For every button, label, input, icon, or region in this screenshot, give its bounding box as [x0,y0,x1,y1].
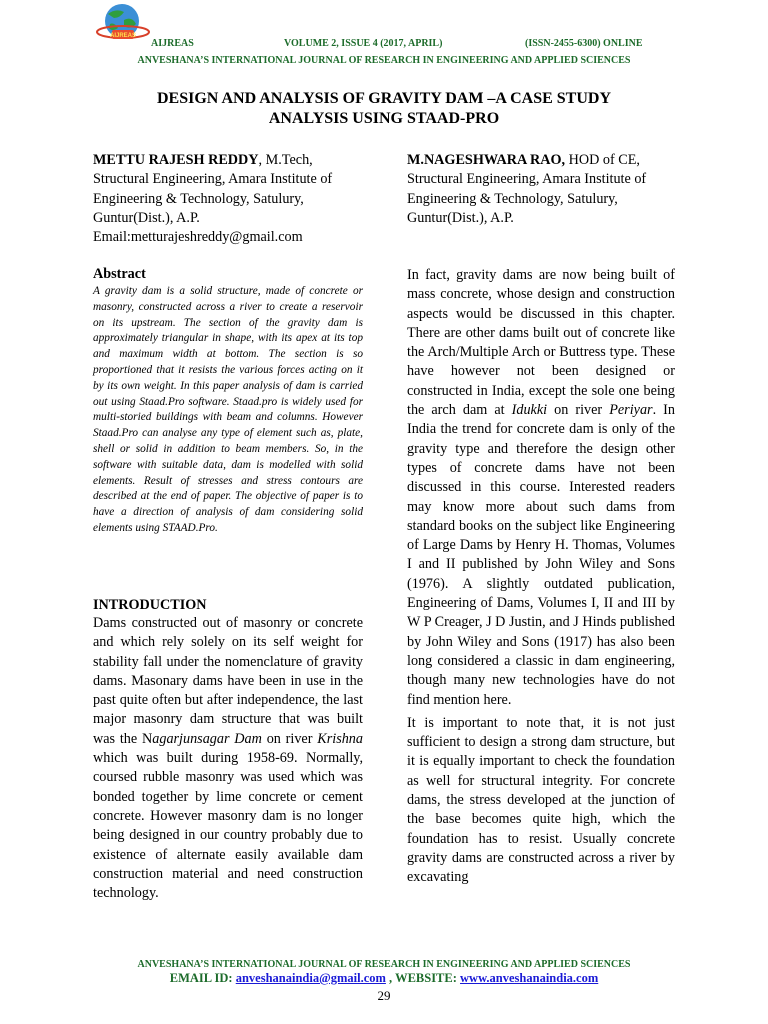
right-text-3: . In India the trend for concrete dam is only of the gravity type and therefore the design other types of concrete dams have not been discussed in this course. Interested readers may know more about such dams from standard books on the subject like Engineering of Large Dams by Henry H. Thomas, Volumes I and II published by John Wiley and Sons (1976). A slightly outdated publication, Engineering of Dams, Volumes I, II and III by W P Creager, J D Justin, and J Hinds published by John Wiley and Sons (1917) has also been long considered a classic in dam engineering, though many new technologies have do not find mention here. [407,402,675,708]
volume-info: VOLUME 2, ISSUE 4 (2017, APRIL) [284,38,443,49]
author-1-email: Email:metturajeshreddy@gmail.com [93,229,303,246]
right-paragraph-1 [407,266,675,710]
journal-full-name: ANVESHANA’S INTERNATIONAL JOURNAL OF RESEARCH IN ENGINEERING AND APPLIED SCIENCES [137,55,631,66]
intro-river-name: Krishna [317,730,363,747]
author-2-name: M.NAGESHWARA RAO, [407,152,566,168]
abstract-heading: Abstract [93,266,146,282]
author-2-block [407,151,697,228]
paper-title [80,89,688,129]
author-1-affiliation: Structural Engineering, Amara Institute of [93,171,333,188]
author-1-block [93,151,363,247]
footer-contact [0,971,768,986]
svg-text:AIJREAS: AIJREAS [109,33,137,39]
introduction-heading: INTRODUCTION [93,597,207,613]
author-2-location: Guntur(Dist.), A.P. [407,209,514,226]
right-river-name: Periyar [609,402,653,419]
introduction-section [93,597,363,903]
introduction-paragraph [93,614,363,903]
issn-info: (ISSN-2455-6300) ONLINE [525,38,643,49]
intro-text-3: which was built during 1958-69. Normally, coursed rubble masonry was used which was bonded together by lime concrete or cement concrete. However masonry dam is no longer being designed in our country probably due to existence of alternate easily available dam construction material and need construction technology. [93,750,363,902]
right-text-1: In fact, gravity dams are now being built of mass concrete, whose design and construction aspects would be discussed in this chapter. There are other dams built out of concrete like the Arch/Multiple Arch or Buttress type. These have however not been designed or constructed in India, except the sole one being the arch dam at [407,267,675,419]
page-number: 29 [377,988,391,1003]
author-2-institute: Engineering & Technology, Satulury, [407,190,618,207]
title-line-2: ANALYSIS USING STAAD-PRO [268,110,500,127]
author-1-location: Guntur(Dist.), A.P. [93,209,200,226]
right-paragraph-2: It is important to note that, it is not just sufficient to design a strong dam structure, but it is equally important to check the foundation as well for structural integrity. For concrete dams, the stress developed at the junction of the base becomes quite high, which the foundation has to resist. Usually concrete gravity dams are constructed across a river by excavating [407,714,675,886]
abstract-body: A gravity dam is a solid structure, made of concrete or masonry, constructed across a river to create a reservoir on its upstream. The section of the gravity dam is approximately triangular in shape, with its apex at its top and maximum width at bottom. The section is so proportioned that it resists the various forces acting on it by its own weight. In this paper analysis of dam is carried out using Staad.Pro software. Staad.pro is widely used for multi-storied buildings with beam and columns. However Staad.Pro can analyse any type of element such as, plate, shell or solid in addition to beam members. So, in the software with suitable data, dam is modelled with solid elements. Result of stresses and stress contours are described at the end of paper. The objective of paper is to have a direction of analysis of dam considering solid elements using STAAD.Pro. [93,285,363,534]
author-2-role: HOD of CE, [565,152,640,168]
author-2-affiliation: Structural Engineering, Amara Institute of [407,171,647,188]
intro-text-2: on river [261,730,318,747]
email-link[interactable]: anveshanaindia@gmail.com [235,971,386,985]
right-text-2: on river [547,402,610,419]
right-dam-name: Idukki [511,402,548,419]
website-link[interactable]: www.anveshanaindia.com [460,971,599,985]
journal-logo [94,2,152,44]
right-column-body [407,266,675,888]
website-label: , WEBSITE: [385,971,461,985]
abstract-section [93,266,363,537]
author-1-name: METTU RAJESH REDDY [93,152,259,168]
author-1-institute: Engineering & Technology, Satulury, [93,190,304,207]
intro-text-1: Dams constructed out of masonry or concrete and which rely solely on its self weight for stability fall under the nomenclature of gravity dams. Masonary dams have been in use in the past quite often but after independence, the last major masonry dam structure that was built was the N [93,615,363,747]
journal-abbrev: AIJREAS [151,38,194,49]
author-1-degree: , M.Tech, [258,152,313,168]
intro-dam-name: agarjunsagar Dam [152,730,262,747]
email-label: EMAIL ID: [169,971,236,985]
footer-journal-name: ANVESHANA’S INTERNATIONAL JOURNAL OF RESEARCH IN ENGINEERING AND APPLIED SCIENCES [137,959,631,970]
title-line-1: DESIGN AND ANALYSIS OF GRAVITY DAM –A CASE STUDY [156,90,612,107]
